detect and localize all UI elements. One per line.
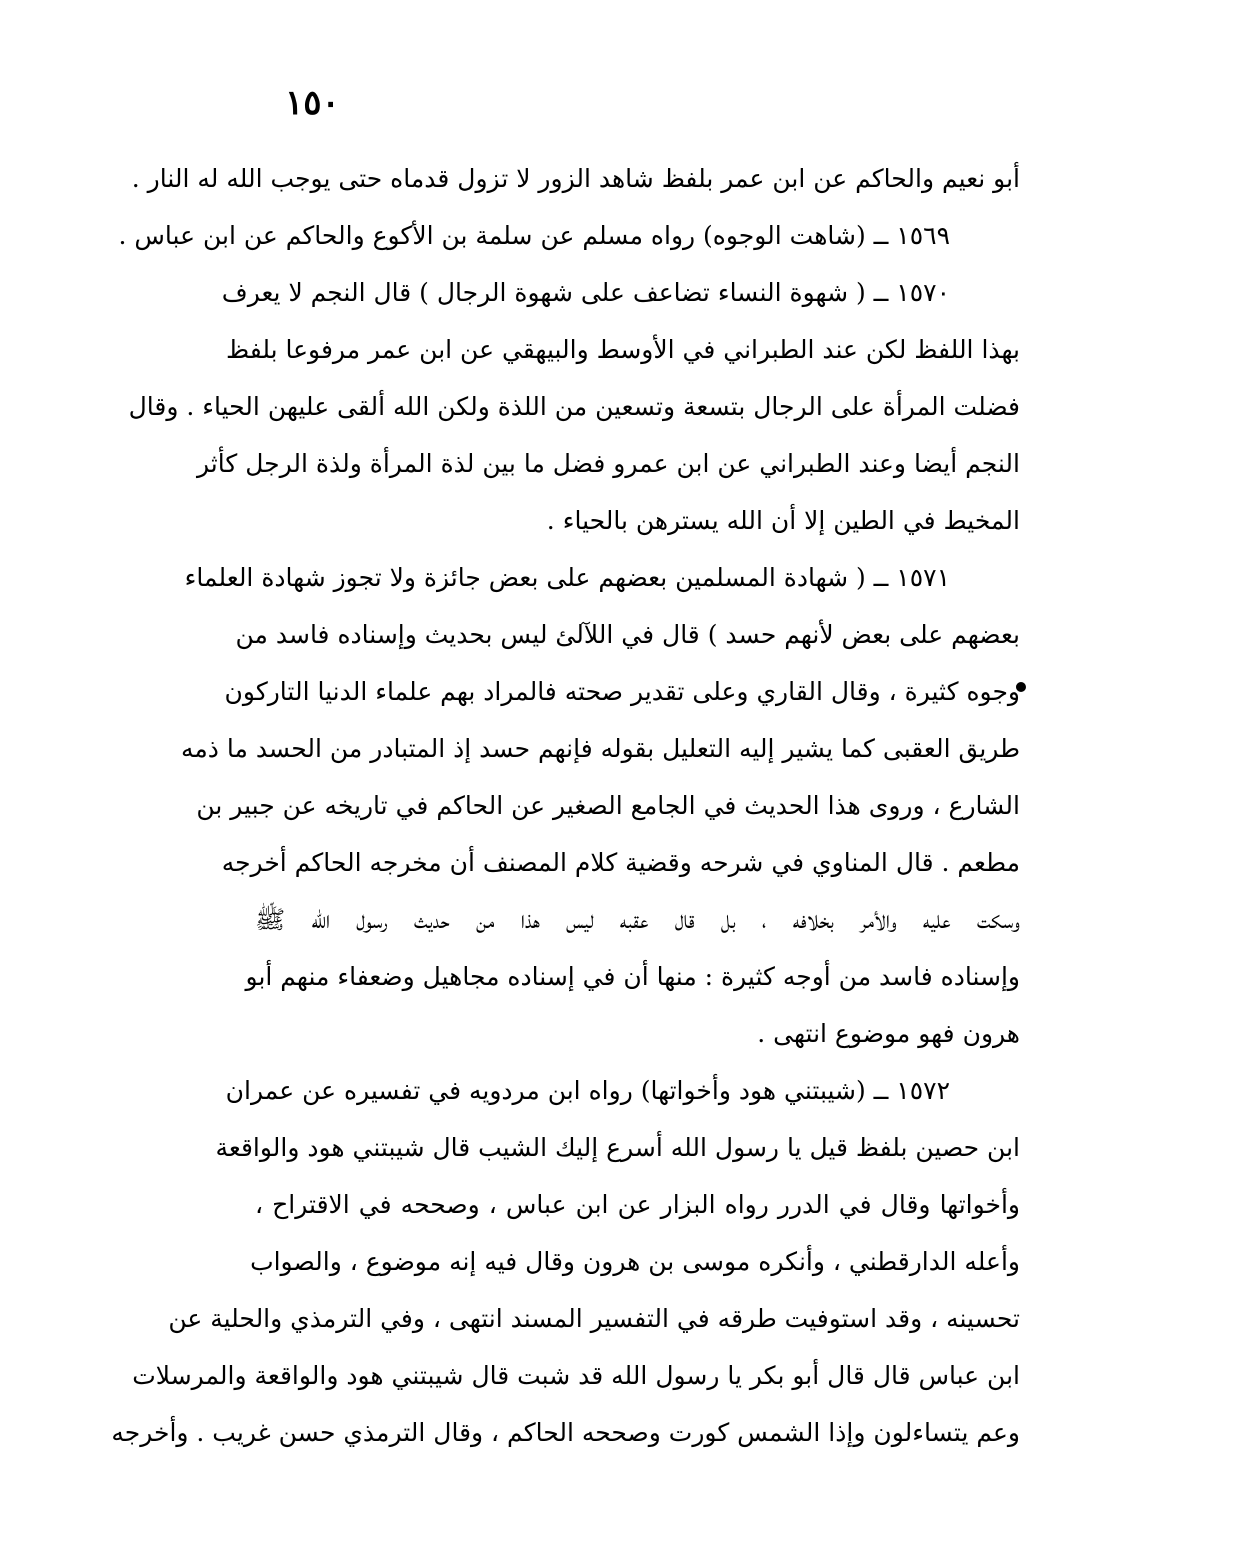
- text-line: ابن عباس قال قال أبو بكر يا رسول الله قد شبت قال شيبتني هود والواقعة والمرسلات: [132, 1361, 1020, 1390]
- text-line: فضلت المرأة على الرجال بتسعة وتسعين من اللذة ولكن الله ألقى عليهن الحياء . وقال: [128, 392, 1020, 421]
- text-line: وجوه كثيرة ، وقال القاري وعلى تقدير صحته فالمراد بهم علماء الدنيا التاركون: [224, 677, 1020, 706]
- text-line: وعم يتساءلون وإذا الشمس كورت وصححه الحاكم ، وقال الترمذي حسن غريب . وأخرجه: [111, 1418, 1020, 1447]
- text-line: هرون فهو موضوع انتهى .: [757, 1019, 1020, 1048]
- page-number: ١٥٠: [285, 83, 340, 123]
- text-line: بعضهم على بعض لأنهم حسد ) قال في اللآلئ ليس بحديث وإسناده فاسد من: [235, 620, 1020, 649]
- text-line: ١٥٦٩ ــ (شاهت الوجوه) رواه مسلم عن سلمة بن الأكوع والحاكم عن ابن عباس .: [118, 221, 950, 250]
- text-line: وسكت عليه والأمر بخلافه ، بل قال عقبه ليس هذا من حديث رسول الله ﷺ: [255, 905, 1020, 934]
- text-line: ١٥٧٠ ــ ( شهوة النساء تضاعف على شهوة الرجال ) قال النجم لا يعرف: [221, 278, 950, 307]
- text-line: المخيط في الطين إلا أن الله يسترهن بالحياء .: [546, 506, 1020, 535]
- text-line: بهذا اللفظ لكن عند الطبراني في الأوسط والبيهقي عن ابن عمر مرفوعا بلفظ: [225, 335, 1020, 364]
- text-line: وأعله الدارقطني ، وأنكره موسى بن هرون وقال فيه إنه موضوع ، والصواب: [250, 1247, 1020, 1276]
- text-line: أبو نعيم والحاكم عن ابن عمر بلفظ شاهد الزور لا تزول قدماه حتى يوجب الله له النار .: [131, 164, 1020, 193]
- text-line: ١٥٧٢ ــ (شيبتني هود وأخواتها) رواه ابن مردويه في تفسيره عن عمران: [225, 1076, 950, 1105]
- text-line: وأخواتها وقال في الدرر رواه البزار عن ابن عباس ، وصححه في الاقتراح ،: [255, 1190, 1020, 1219]
- text-body: [111, 150, 1020, 1461]
- text-line: تحسينه ، وقد استوفيت طرقه في التفسير المسند انتهى ، وفي الترمذي والحلية عن: [168, 1304, 1020, 1333]
- text-line: النجم أيضا وعند الطبراني عن ابن عمرو فضل ما بين لذة المرأة ولذة الرجل كأثر: [197, 449, 1020, 478]
- text-line: ابن حصين بلفظ قيل يا رسول الله أسرع إليك الشيب قال شيبتني هود والواقعة: [215, 1133, 1020, 1162]
- text-line: طريق العقبى كما يشير إليه التعليل بقوله فإنهم حسد إذ المتبادر من الحسد ما ذمه: [180, 734, 1020, 763]
- text-line: ١٥٧١ ــ ( شهادة المسلمين بعضهم على بعض جائزة ولا تجوز شهادة العلماء: [184, 563, 950, 592]
- text-line: الشارع ، وروى هذا الحديث في الجامع الصغير عن الحاكم في تاريخه عن جبير بن: [196, 791, 1020, 820]
- text-line: وإسناده فاسد من أوجه كثيرة : منها أن في إسناده مجاهيل وضعفاء منهم أبو: [245, 962, 1020, 991]
- text-line: مطعم . قال المناوي في شرحه وقضية كلام المصنف أن مخرجه الحاكم أخرجه: [221, 848, 1020, 877]
